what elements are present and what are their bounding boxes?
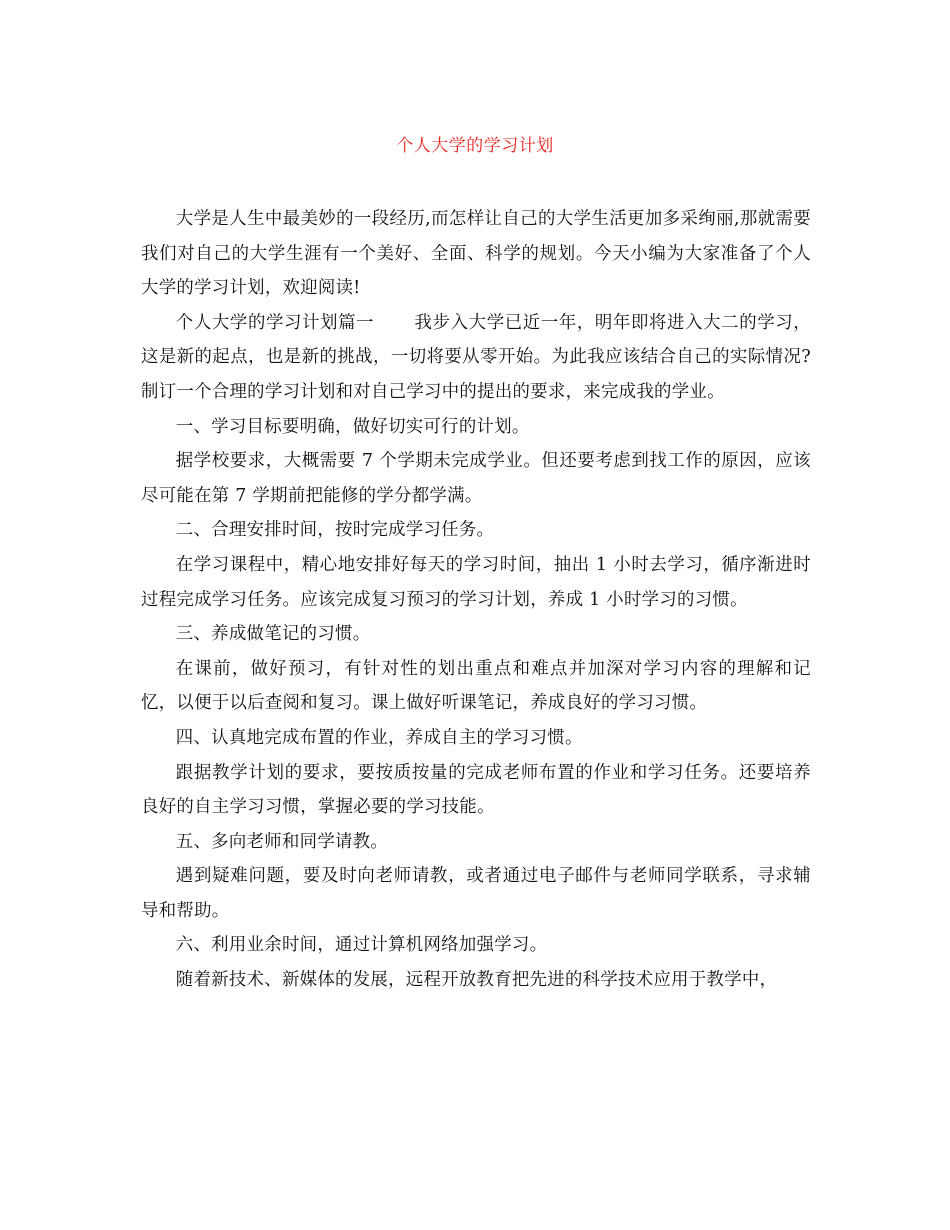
paragraph-section-one <box>141 306 811 410</box>
paragraph-point-4-heading: 四、认真地完成布置的作业，养成自主的学习习惯。 <box>175 727 583 748</box>
document-title: 个人大学的学习计划 <box>396 136 554 156</box>
paragraph-point-1-heading: 一、学习目标要明确，做好切实可行的计划。 <box>175 416 530 437</box>
paragraph-point-2-heading: 二、合理安排时间，按时完成学习任务。 <box>175 520 495 541</box>
section-text: 我步入大学已近一年，明年即将进入大二的学习，这是新的起点，也是新的挑战，一切将要从零开始。为此我应该结合自己的实际情况?制订一个合理的学习计划和对自己学习中的提出的要求，来完成我的学业。 <box>141 312 811 402</box>
paragraph-point-3-heading: 三、养成做笔记的习惯。 <box>175 624 371 645</box>
paragraph-point-5-heading: 五、多向老师和同学请教。 <box>175 831 389 852</box>
section-heading: 个人大学的学习计划篇一 <box>175 312 375 333</box>
paragraph-point-1-body: 据学校要求，大概需要 7 个学期未完成学业。但还要考虑到找工作的原因，应该尽可能在第 7 学期前把能修的学分都学满。 <box>141 451 811 506</box>
paragraph-point-4-body: 跟据教学计划的要求，要按质按量的完成老师布置的作业和学习任务。还要培养良好的自主学习习惯，掌握必要的学习技能。 <box>141 762 811 818</box>
paragraph-point-6-heading: 六、利用业余时间，通过计算机网络加强学习。 <box>175 935 548 956</box>
paragraph-intro: 大学是人生中最美妙的一段经历,而怎样让自己的大学生活更加多采绚丽,那就需要我们对自己的大学生涯有一个美好、全面、科学的规划。今天小编为大家准备了个人大学的学习计划，欢迎阅读! <box>141 209 811 299</box>
paragraph-point-3-body: 在课前，做好预习，有针对性的划出重点和难点并加深对学习内容的理解和记忆，以便于以后查阅和复习。课上做好听课笔记，养成良好的学习习惯。 <box>141 658 811 714</box>
document-body <box>141 202 811 998</box>
paragraph-point-6-body: 随着新技术、新媒体的发展，远程开放教育把先进的科学技术应用于教学中， <box>175 970 778 991</box>
paragraph-point-5-body: 遇到疑难问题，要及时向老师请教，或者通过电子邮件与老师同学联系，寻求辅导和帮助。 <box>141 866 811 921</box>
paragraph-point-2-body: 在学习课程中，精心地安排好每天的学习时间，抽出 1 小时去学习，循序渐进时过程完成学习任务。应该完成复习预习的学习计划，养成 1 小时学习的习惯。 <box>141 554 811 610</box>
